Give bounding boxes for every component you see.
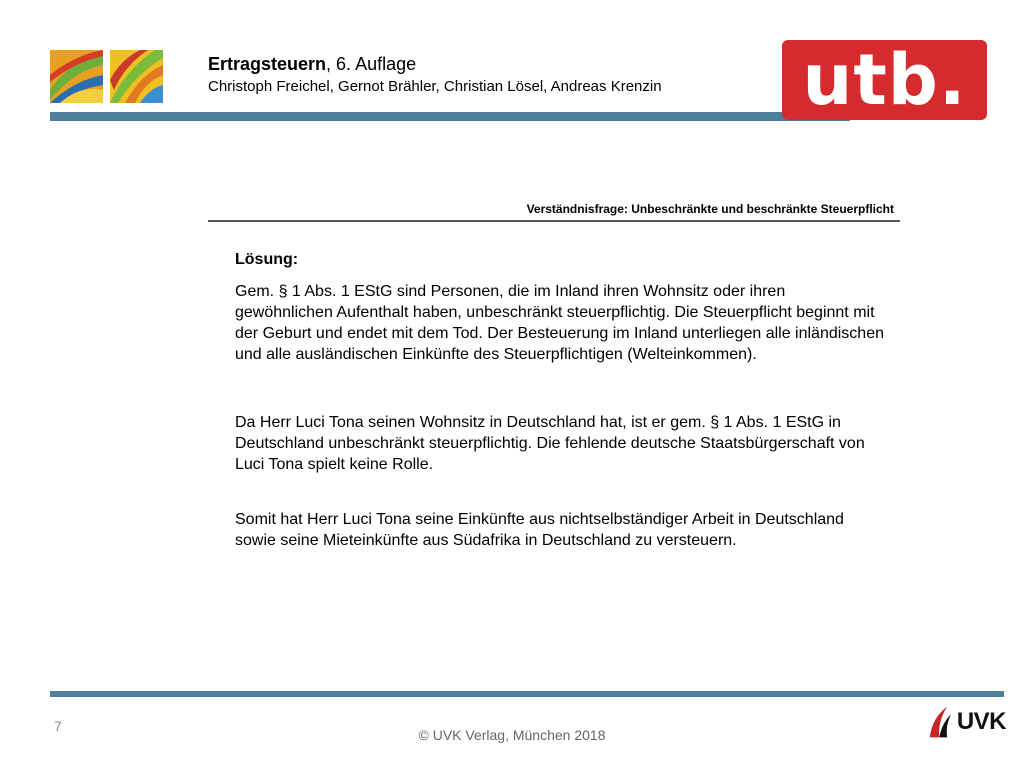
cover-thumbnail-left <box>50 50 103 103</box>
page-number: 7 <box>54 718 62 734</box>
section-divider <box>208 220 900 222</box>
paragraph-2: Da Herr Luci Tona seinen Wohnsitz in Deutschland hat, ist er gem. § 1 Abs. 1 EStG in Deutschland unbeschränkt steuerpflichtig. Die fehlende deutsche Staatsbürgerschaft von Luci Tona spielt keine Rolle. <box>235 414 865 473</box>
uvk-sail-icon <box>926 704 955 740</box>
book-title-line <box>208 54 416 75</box>
utb-logo <box>782 40 987 120</box>
section-title: Verständnisfrage: Unbeschränkte und beschränkte Steuerpflicht <box>526 202 894 216</box>
cover-thumbnail-right <box>110 50 163 103</box>
uvk-logo <box>926 703 1006 741</box>
utb-logo-text: utb. <box>802 40 967 120</box>
footer-divider-bar <box>50 691 1004 697</box>
header-divider-bar <box>50 112 850 121</box>
paragraph-3: Somit hat Herr Luci Tona seine Einkünfte aus nichtselbständiger Arbeit in Deutschland sowie seine Mieteinkünfte aus Südafrika in Deutschland zu versteuern. <box>235 511 844 549</box>
book-title: Ertragsteuern <box>208 54 327 74</box>
solution-heading: Lösung: <box>235 251 299 268</box>
authors: Christoph Freichel, Gernot Brähler, Christian Lösel, Andreas Krenzin <box>208 78 662 95</box>
book-edition: , 6. Auflage <box>326 54 417 74</box>
copyright-notice: © UVK Verlag, München 2018 <box>418 727 606 743</box>
paragraph-1: Gem. § 1 Abs. 1 EStG sind Personen, die im Inland ihren Wohnsitz oder ihren gewöhnlichen Aufenthalt haben, unbeschränkt steuerpflichtig. Die Steuerpflicht beginnt mit der Geburt und endet mit dem Tod. Der Besteuerung im Inland unterliegen alle inländischen und alle ausländischen Einkünfte des Steuerpflichtigen (Welteinkommen). <box>235 283 884 363</box>
uvk-logo-text: UVK <box>956 708 1006 735</box>
